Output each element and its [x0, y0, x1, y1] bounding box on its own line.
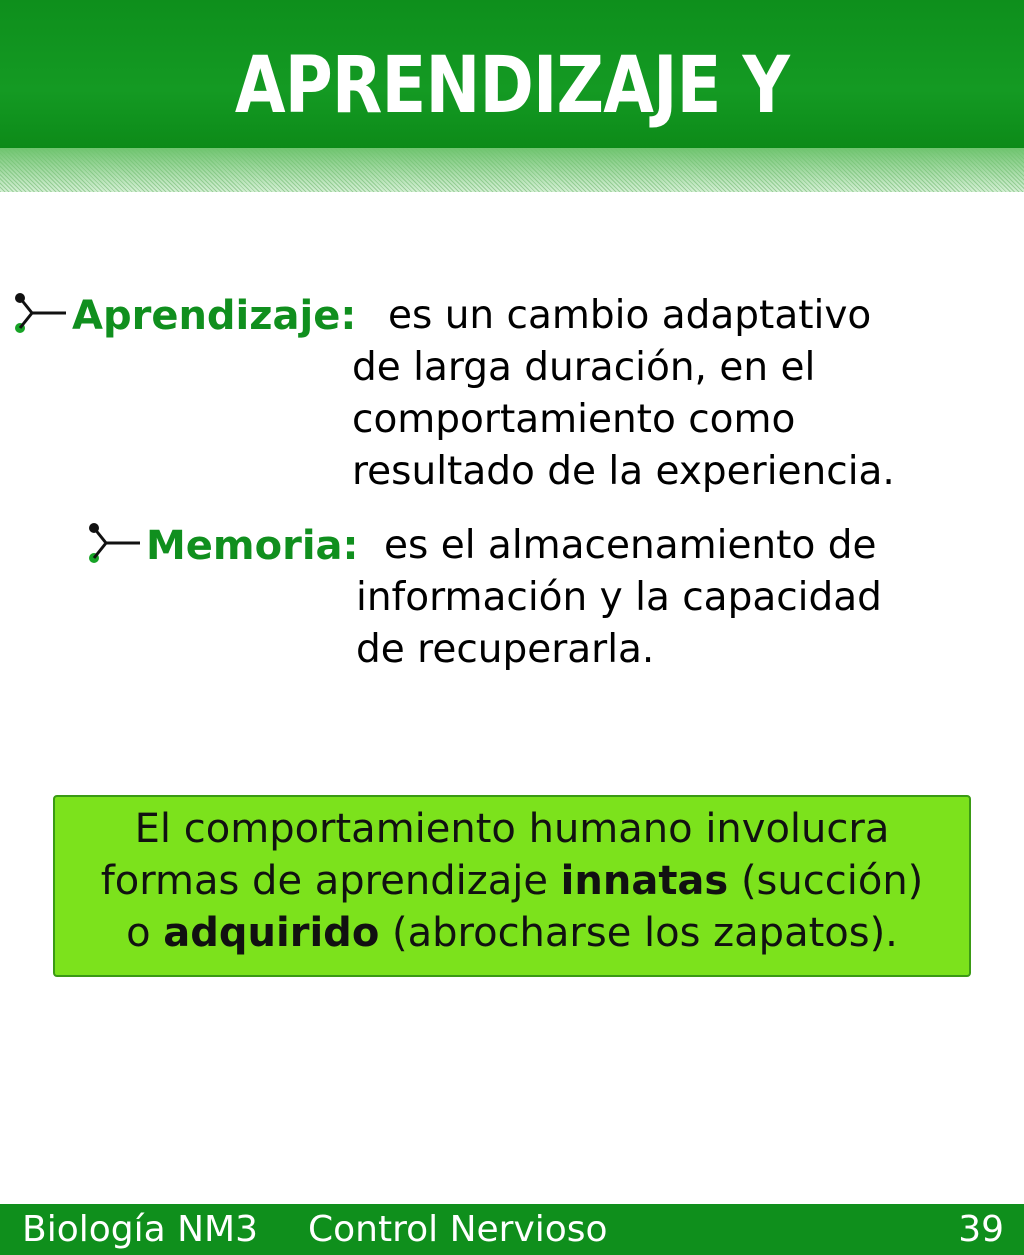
- callout-line: [55, 855, 969, 907]
- callout-text-segment: (abrocharse los zapatos).: [392, 910, 898, 956]
- definition-line: información y la capacidad: [356, 575, 882, 620]
- definition-aprendizaje: [352, 290, 895, 498]
- definition-line: comportamiento como: [352, 397, 796, 442]
- page-number: 39: [958, 1209, 1004, 1250]
- header-dither-band: [0, 148, 1024, 192]
- definition-line: de recuperarla.: [356, 627, 655, 672]
- definition-line: es un cambio adaptativo: [388, 293, 872, 338]
- callout-text-segment: o: [126, 910, 151, 956]
- footer-unit: Control Nervioso: [308, 1209, 608, 1250]
- callout-text-segment: (succión): [740, 858, 924, 904]
- callout-bold-innatas: innatas: [560, 858, 729, 904]
- callout-line: [55, 907, 969, 959]
- callout-text: [55, 803, 969, 959]
- page-title: APRENDIZAJE Y: [234, 41, 790, 131]
- bullet-icon: [10, 290, 66, 340]
- term-memoria: Memoria:: [146, 523, 359, 569]
- callout-text-segment: formas de aprendizaje: [100, 858, 548, 904]
- definition-line: de larga duración, en el: [352, 345, 816, 390]
- callout-bold-adquirido: adquirido: [163, 910, 380, 956]
- callout-box: [53, 795, 971, 977]
- definition-line: es el almacenamiento de: [384, 523, 877, 568]
- definition-line: resultado de la experiencia.: [352, 449, 895, 494]
- header-banner: [0, 0, 1024, 150]
- term-aprendizaje: Aprendizaje:: [72, 293, 357, 339]
- footer-course: Biología NM3: [22, 1209, 259, 1250]
- definition-memoria: [356, 520, 882, 676]
- bullet-icon: [84, 520, 140, 570]
- callout-line: El comportamiento humano involucra: [134, 806, 890, 852]
- footer-bar: [0, 1204, 1024, 1255]
